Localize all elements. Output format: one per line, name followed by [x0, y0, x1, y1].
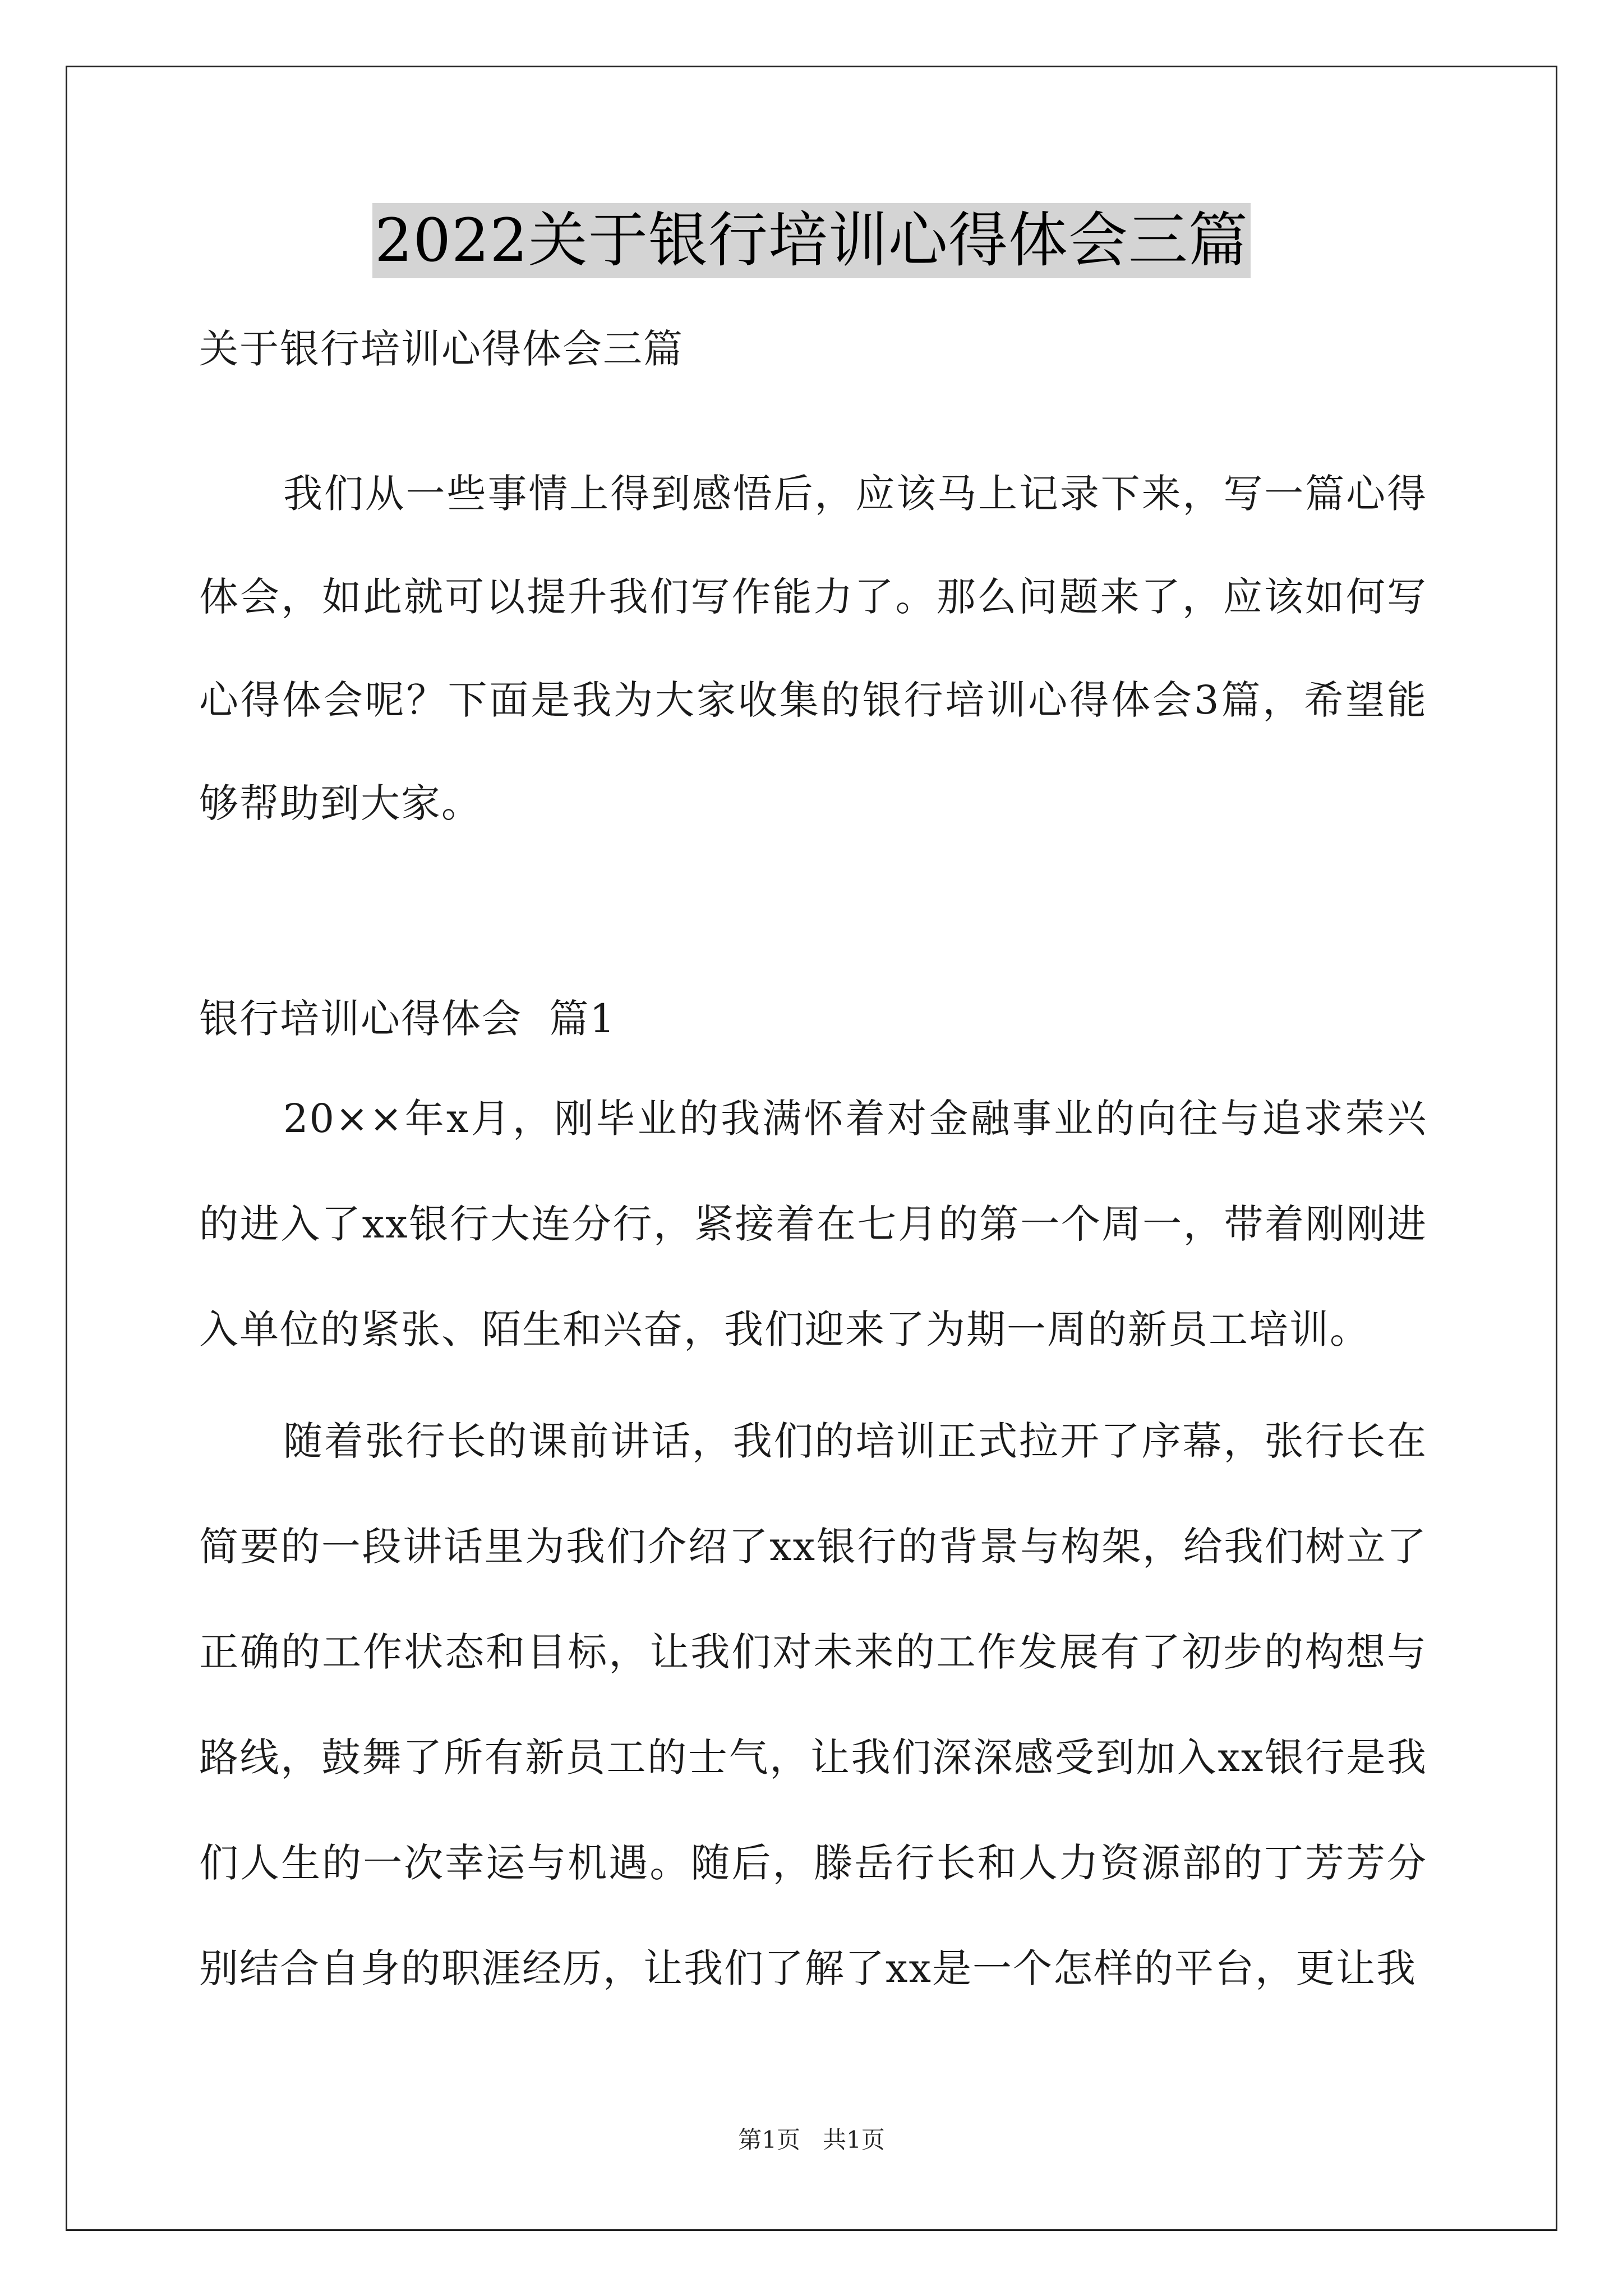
document-subtitle: 关于银行培训心得体会三篇 [199, 326, 684, 372]
document-title: 2022关于银行培训心得体会三篇 [372, 203, 1251, 278]
section-heading: 银行培训心得体会 篇1 [199, 996, 616, 1042]
intro-paragraph: 我们从一些事情上得到感悟后，应该马上记录下来，写一篇心得体会，如此就可以提升我们写作能力了。那么问题来了，应该如何写心得体会呢？下面是我为大家收集的银行培训心得体会3篇，希望能够帮助到大家。 [199, 471, 1427, 826]
body-paragraph-2: 随着张行长的课前讲话，我们的培训正式拉开了序幕，张行长在简要的一段讲话里为我们介绍了xx银行的背景与构架，给我们树立了正确的工作状态和目标，让我们对未来的工作发展有了初步的构想与路线，鼓舞了所有新员工的士气，让我们深深感受到加入xx银行是我们人生的一次幸运与机遇。随后，滕岳行长和人力资源部的丁芳芳分别结合自身的职涯经历，让我们了解了xx是一个怎样的平台，更让我 [199, 1418, 1427, 1991]
page-footer: 第1页 共1页 [738, 2126, 885, 2154]
body-paragraph-1: 20××年x月，刚毕业的我满怀着对金融事业的向往与追求荣兴的进入了xx银行大连分行，紧接着在七月的第一个周一，带着刚刚进入单位的紧张、陌生和兴奋，我们迎来了为期一周的新员工培训。 [199, 1096, 1427, 1352]
title-container [0, 203, 1623, 278]
